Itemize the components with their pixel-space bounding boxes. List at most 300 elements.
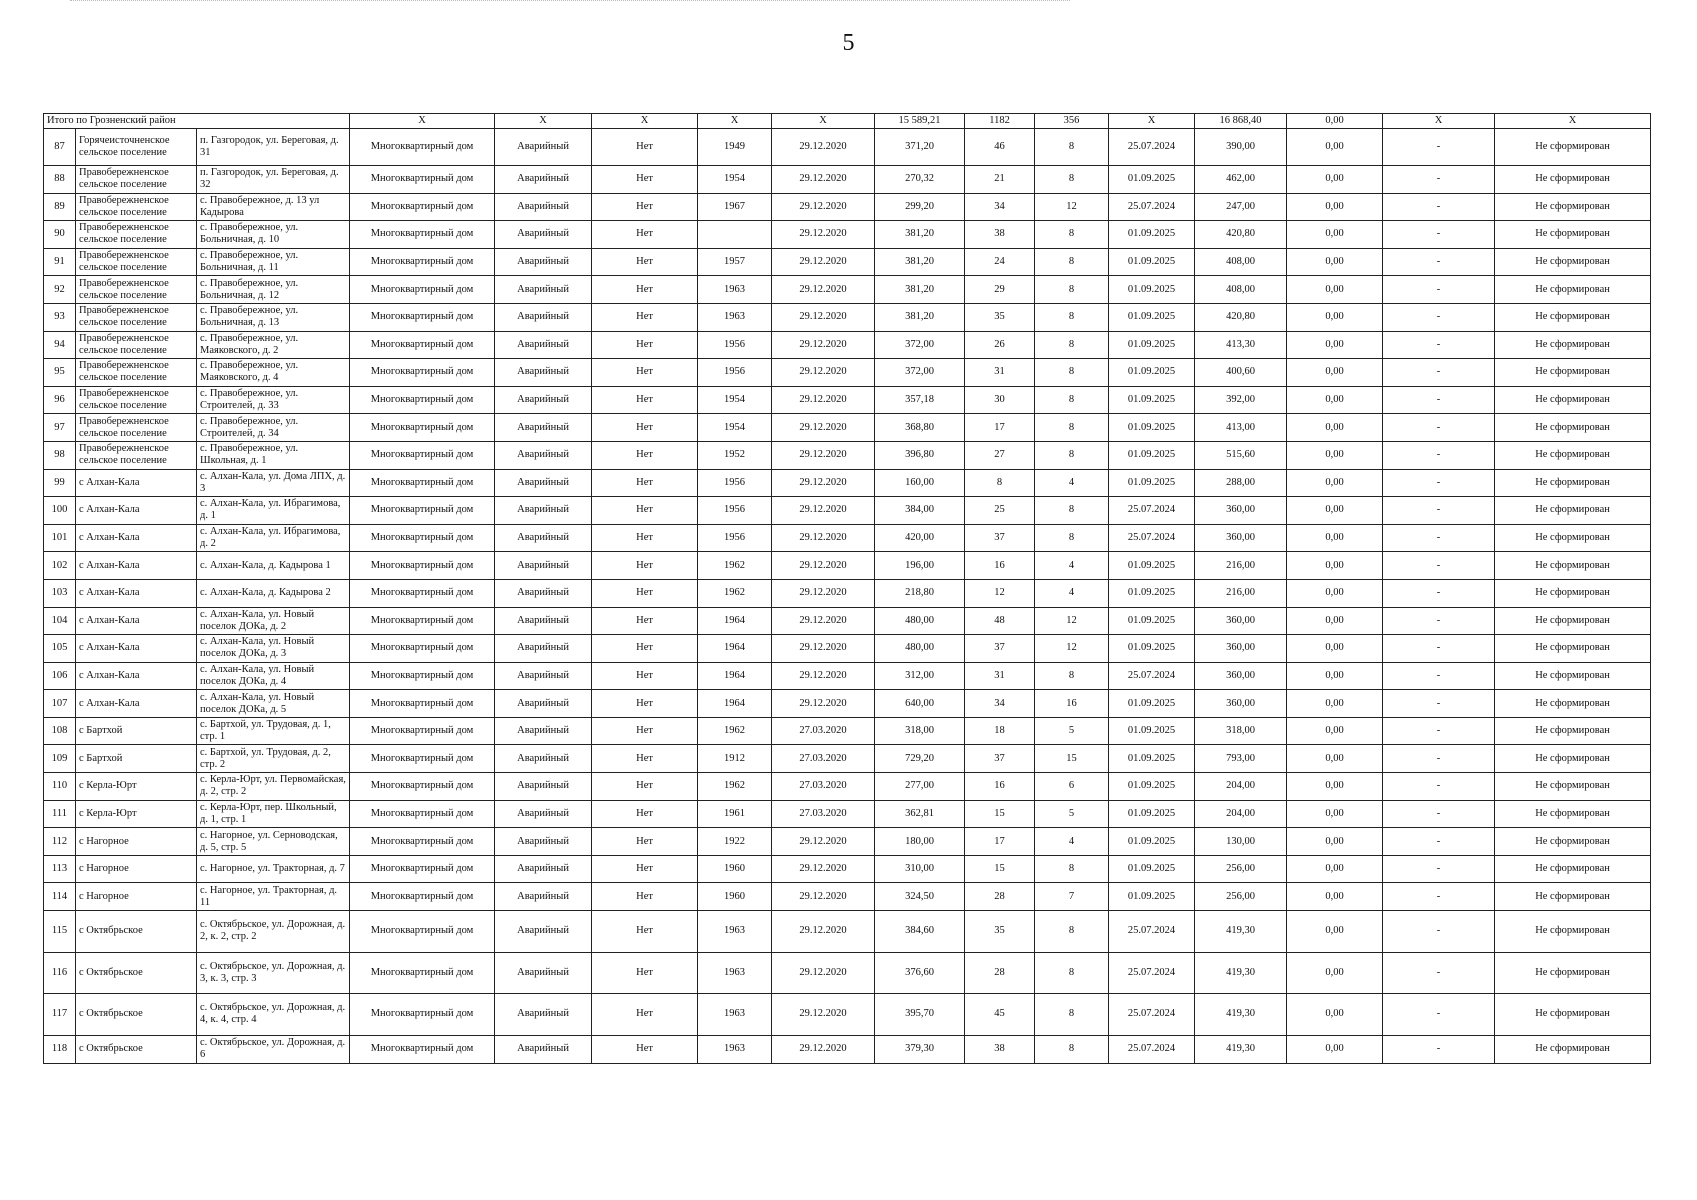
state-cell: Не сформирован xyxy=(1495,469,1651,497)
building-type-cell: Многоквартирный дом xyxy=(350,662,495,690)
state-cell: Не сформирован xyxy=(1495,662,1651,690)
cost-cell: 0,00 xyxy=(1287,1035,1383,1063)
flats-cell: 8 xyxy=(1035,414,1109,442)
flats-cell: 8 xyxy=(1035,662,1109,690)
area-cell: 376,60 xyxy=(875,952,965,994)
address-cell: с. Правобережное, ул. Маяковского, д. 2 xyxy=(197,331,350,359)
address-cell: с. Алхан-Кала, ул. Новый поселок ДОКа, д. 3 xyxy=(197,635,350,663)
deadline-cell: 25.07.2024 xyxy=(1109,911,1195,953)
area-cell: 372,00 xyxy=(875,331,965,359)
deadline-cell: 01.09.2025 xyxy=(1109,359,1195,387)
settlement-cell: Горячеисточненское сельское поселение xyxy=(76,129,197,166)
row-number: 102 xyxy=(44,552,76,580)
table-row xyxy=(44,441,1651,469)
year-cell: 1956 xyxy=(698,469,772,497)
cost-cell: 0,00 xyxy=(1287,248,1383,276)
area-cell: 160,00 xyxy=(875,469,965,497)
deadline-cell: 01.09.2025 xyxy=(1109,800,1195,828)
area-cell: 729,20 xyxy=(875,745,965,773)
dash-cell: - xyxy=(1383,994,1495,1036)
deadline-cell: 01.09.2025 xyxy=(1109,745,1195,773)
flag-cell: Нет xyxy=(592,129,698,166)
date-cell: 29.12.2020 xyxy=(772,248,875,276)
row-number: 91 xyxy=(44,248,76,276)
table-row xyxy=(44,828,1651,856)
building-type-cell: Многоквартирный дом xyxy=(350,331,495,359)
year-cell: 1963 xyxy=(698,1035,772,1063)
flats-cell: 8 xyxy=(1035,221,1109,249)
area-cell: 362,81 xyxy=(875,800,965,828)
address-cell: с. Нагорное, ул. Тракторная, д. 7 xyxy=(197,855,350,883)
residents-cell: 28 xyxy=(965,952,1035,994)
cost-cell: 0,00 xyxy=(1287,331,1383,359)
year-cell: 1963 xyxy=(698,276,772,304)
flag-cell: Нет xyxy=(592,386,698,414)
total-cell: X xyxy=(698,114,772,129)
year-cell: 1963 xyxy=(698,911,772,953)
row-number: 104 xyxy=(44,607,76,635)
state-cell: Не сформирован xyxy=(1495,690,1651,718)
building-type-cell: Многоквартирный дом xyxy=(350,552,495,580)
state-cell: Не сформирован xyxy=(1495,497,1651,525)
area-resettled-cell: 216,00 xyxy=(1195,579,1287,607)
flats-cell: 8 xyxy=(1035,129,1109,166)
area-resettled-cell: 420,80 xyxy=(1195,303,1287,331)
area-cell: 384,60 xyxy=(875,911,965,953)
residents-cell: 24 xyxy=(965,248,1035,276)
state-cell: Не сформирован xyxy=(1495,441,1651,469)
settlement-cell: с Октябрьское xyxy=(76,952,197,994)
address-cell: с. Правобережное, ул. Школьная, д. 1 xyxy=(197,441,350,469)
area-resettled-cell: 130,00 xyxy=(1195,828,1287,856)
dash-cell: - xyxy=(1383,690,1495,718)
date-cell: 29.12.2020 xyxy=(772,828,875,856)
settlement-cell: Правобережненское сельское поселение xyxy=(76,221,197,249)
deadline-cell: 01.09.2025 xyxy=(1109,635,1195,663)
settlement-cell: Правобережненское сельское поселение xyxy=(76,441,197,469)
area-resettled-cell: 408,00 xyxy=(1195,276,1287,304)
deadline-cell: 01.09.2025 xyxy=(1109,690,1195,718)
flats-cell: 15 xyxy=(1035,745,1109,773)
status-cell: Аварийный xyxy=(495,414,592,442)
dash-cell: - xyxy=(1383,248,1495,276)
residents-cell: 15 xyxy=(965,855,1035,883)
address-cell: с. Правобережное, ул. Больничная, д. 11 xyxy=(197,248,350,276)
total-cell: X xyxy=(772,114,875,129)
area-cell: 312,00 xyxy=(875,662,965,690)
building-type-cell: Многоквартирный дом xyxy=(350,952,495,994)
deadline-cell: 25.07.2024 xyxy=(1109,952,1195,994)
status-cell: Аварийный xyxy=(495,166,592,194)
year-cell: 1962 xyxy=(698,552,772,580)
area-resettled-cell: 216,00 xyxy=(1195,552,1287,580)
cost-cell: 0,00 xyxy=(1287,193,1383,221)
settlement-cell: Правобережненское сельское поселение xyxy=(76,359,197,387)
settlement-cell: Правобережненское сельское поселение xyxy=(76,193,197,221)
area-cell: 180,00 xyxy=(875,828,965,856)
deadline-cell: 25.07.2024 xyxy=(1109,497,1195,525)
flats-cell: 8 xyxy=(1035,994,1109,1036)
area-cell: 381,20 xyxy=(875,248,965,276)
residents-cell: 31 xyxy=(965,662,1035,690)
cost-cell: 0,00 xyxy=(1287,828,1383,856)
cost-cell: 0,00 xyxy=(1287,994,1383,1036)
dash-cell: - xyxy=(1383,441,1495,469)
row-number: 112 xyxy=(44,828,76,856)
building-type-cell: Многоквартирный дом xyxy=(350,773,495,801)
deadline-cell: 01.09.2025 xyxy=(1109,414,1195,442)
total-cell: 356 xyxy=(1035,114,1109,129)
state-cell: Не сформирован xyxy=(1495,828,1651,856)
flats-cell: 4 xyxy=(1035,469,1109,497)
residents-cell: 17 xyxy=(965,828,1035,856)
year-cell: 1960 xyxy=(698,855,772,883)
residents-cell: 35 xyxy=(965,303,1035,331)
area-cell: 299,20 xyxy=(875,193,965,221)
building-type-cell: Многоквартирный дом xyxy=(350,828,495,856)
state-cell: Не сформирован xyxy=(1495,855,1651,883)
row-number: 118 xyxy=(44,1035,76,1063)
table-row xyxy=(44,552,1651,580)
status-cell: Аварийный xyxy=(495,717,592,745)
area-cell: 372,00 xyxy=(875,359,965,387)
cost-cell: 0,00 xyxy=(1287,552,1383,580)
dash-cell: - xyxy=(1383,745,1495,773)
year-cell: 1922 xyxy=(698,828,772,856)
residents-cell: 8 xyxy=(965,469,1035,497)
residents-cell: 37 xyxy=(965,524,1035,552)
settlement-cell: с Алхан-Кала xyxy=(76,662,197,690)
row-number: 115 xyxy=(44,911,76,953)
table-row xyxy=(44,331,1651,359)
building-type-cell: Многоквартирный дом xyxy=(350,248,495,276)
dash-cell: - xyxy=(1383,883,1495,911)
deadline-cell: 01.09.2025 xyxy=(1109,166,1195,194)
deadline-cell: 01.09.2025 xyxy=(1109,607,1195,635)
flats-cell: 8 xyxy=(1035,952,1109,994)
table-row xyxy=(44,579,1651,607)
table-row xyxy=(44,994,1651,1036)
dash-cell: - xyxy=(1383,303,1495,331)
scan-artifact xyxy=(70,0,1070,4)
cost-cell: 0,00 xyxy=(1287,607,1383,635)
row-number: 100 xyxy=(44,497,76,525)
area-resettled-cell: 256,00 xyxy=(1195,883,1287,911)
table-row xyxy=(44,717,1651,745)
settlement-cell: с Нагорное xyxy=(76,855,197,883)
address-cell: с. Правобережное, ул. Больничная, д. 13 xyxy=(197,303,350,331)
flag-cell: Нет xyxy=(592,193,698,221)
state-cell: Не сформирован xyxy=(1495,994,1651,1036)
address-cell: с. Октябрьское, ул. Дорожная, д. 4, к. 4, стр. 4 xyxy=(197,994,350,1036)
year-cell: 1954 xyxy=(698,166,772,194)
year-cell: 1964 xyxy=(698,635,772,663)
area-resettled-cell: 360,00 xyxy=(1195,690,1287,718)
year-cell: 1964 xyxy=(698,607,772,635)
state-cell: Не сформирован xyxy=(1495,883,1651,911)
row-number: 89 xyxy=(44,193,76,221)
building-type-cell: Многоквартирный дом xyxy=(350,911,495,953)
area-resettled-cell: 408,00 xyxy=(1195,248,1287,276)
address-cell: с. Правобережное, ул. Больничная, д. 12 xyxy=(197,276,350,304)
table-row xyxy=(44,662,1651,690)
row-number: 106 xyxy=(44,662,76,690)
deadline-cell: 01.09.2025 xyxy=(1109,717,1195,745)
area-resettled-cell: 318,00 xyxy=(1195,717,1287,745)
date-cell: 29.12.2020 xyxy=(772,469,875,497)
row-number: 108 xyxy=(44,717,76,745)
row-number: 98 xyxy=(44,441,76,469)
dash-cell: - xyxy=(1383,386,1495,414)
table-row xyxy=(44,911,1651,953)
date-cell: 27.03.2020 xyxy=(772,800,875,828)
area-cell: 368,80 xyxy=(875,414,965,442)
table-row xyxy=(44,952,1651,994)
dash-cell: - xyxy=(1383,414,1495,442)
building-type-cell: Многоквартирный дом xyxy=(350,303,495,331)
area-resettled-cell: 413,30 xyxy=(1195,331,1287,359)
year-cell: 1956 xyxy=(698,524,772,552)
area-resettled-cell: 256,00 xyxy=(1195,855,1287,883)
building-type-cell: Многоквартирный дом xyxy=(350,994,495,1036)
building-type-cell: Многоквартирный дом xyxy=(350,359,495,387)
residents-cell: 25 xyxy=(965,497,1035,525)
dash-cell: - xyxy=(1383,552,1495,580)
flats-cell: 4 xyxy=(1035,552,1109,580)
settlement-cell: Правобережненское сельское поселение xyxy=(76,414,197,442)
address-cell: с. Нагорное, ул. Серноводская, д. 5, стр. 5 xyxy=(197,828,350,856)
row-number: 99 xyxy=(44,469,76,497)
table-row xyxy=(44,773,1651,801)
flats-cell: 8 xyxy=(1035,1035,1109,1063)
row-number: 92 xyxy=(44,276,76,304)
row-number: 88 xyxy=(44,166,76,194)
flats-cell: 8 xyxy=(1035,441,1109,469)
deadline-cell: 01.09.2025 xyxy=(1109,579,1195,607)
deadline-cell: 25.07.2024 xyxy=(1109,1035,1195,1063)
state-cell: Не сформирован xyxy=(1495,386,1651,414)
flag-cell: Нет xyxy=(592,248,698,276)
settlement-cell: Правобережненское сельское поселение xyxy=(76,331,197,359)
area-cell: 324,50 xyxy=(875,883,965,911)
status-cell: Аварийный xyxy=(495,883,592,911)
state-cell: Не сформирован xyxy=(1495,952,1651,994)
status-cell: Аварийный xyxy=(495,828,592,856)
total-cell: 16 868,40 xyxy=(1195,114,1287,129)
cost-cell: 0,00 xyxy=(1287,303,1383,331)
dash-cell: - xyxy=(1383,800,1495,828)
building-type-cell: Многоквартирный дом xyxy=(350,745,495,773)
status-cell: Аварийный xyxy=(495,745,592,773)
deadline-cell: 01.09.2025 xyxy=(1109,773,1195,801)
table-row xyxy=(44,690,1651,718)
date-cell: 29.12.2020 xyxy=(772,193,875,221)
residents-cell: 35 xyxy=(965,911,1035,953)
date-cell: 29.12.2020 xyxy=(772,497,875,525)
building-type-cell: Многоквартирный дом xyxy=(350,414,495,442)
area-cell: 420,00 xyxy=(875,524,965,552)
table-row xyxy=(44,469,1651,497)
status-cell: Аварийный xyxy=(495,221,592,249)
address-cell: с. Бартхой, ул. Трудовая, д. 1, стр. 1 xyxy=(197,717,350,745)
address-cell: с. Бартхой, ул. Трудовая, д. 2, стр. 2 xyxy=(197,745,350,773)
cost-cell: 0,00 xyxy=(1287,662,1383,690)
area-cell: 381,20 xyxy=(875,276,965,304)
table-row xyxy=(44,221,1651,249)
row-number: 116 xyxy=(44,952,76,994)
flag-cell: Нет xyxy=(592,828,698,856)
status-cell: Аварийный xyxy=(495,773,592,801)
state-cell: Не сформирован xyxy=(1495,911,1651,953)
cost-cell: 0,00 xyxy=(1287,855,1383,883)
residents-cell: 37 xyxy=(965,635,1035,663)
row-number: 109 xyxy=(44,745,76,773)
address-cell: с. Керла-Юрт, ул. Первомайская, д. 2, стр. 2 xyxy=(197,773,350,801)
settlement-cell: с Нагорное xyxy=(76,883,197,911)
deadline-cell: 01.09.2025 xyxy=(1109,828,1195,856)
area-resettled-cell: 400,60 xyxy=(1195,359,1287,387)
row-number: 96 xyxy=(44,386,76,414)
total-cell: X xyxy=(495,114,592,129)
settlement-cell: с Октябрьское xyxy=(76,994,197,1036)
deadline-cell: 01.09.2025 xyxy=(1109,883,1195,911)
state-cell: Не сформирован xyxy=(1495,331,1651,359)
flag-cell: Нет xyxy=(592,276,698,304)
cost-cell: 0,00 xyxy=(1287,386,1383,414)
area-cell: 384,00 xyxy=(875,497,965,525)
table-row xyxy=(44,303,1651,331)
dash-cell: - xyxy=(1383,1035,1495,1063)
status-cell: Аварийный xyxy=(495,331,592,359)
table-row xyxy=(44,497,1651,525)
dash-cell: - xyxy=(1383,662,1495,690)
dash-cell: - xyxy=(1383,331,1495,359)
flats-cell: 6 xyxy=(1035,773,1109,801)
row-number: 94 xyxy=(44,331,76,359)
deadline-cell: 01.09.2025 xyxy=(1109,441,1195,469)
address-cell: с. Правобережное, ул. Строителей, д. 34 xyxy=(197,414,350,442)
area-cell: 640,00 xyxy=(875,690,965,718)
deadline-cell: 25.07.2024 xyxy=(1109,193,1195,221)
cost-cell: 0,00 xyxy=(1287,745,1383,773)
table-row xyxy=(44,607,1651,635)
area-resettled-cell: 462,00 xyxy=(1195,166,1287,194)
residents-cell: 46 xyxy=(965,129,1035,166)
date-cell: 29.12.2020 xyxy=(772,690,875,718)
table-row xyxy=(44,129,1651,166)
settlement-cell: Правобережненское сельское поселение xyxy=(76,248,197,276)
settlement-cell: с Бартхой xyxy=(76,745,197,773)
total-cell: X xyxy=(1495,114,1651,129)
cost-cell: 0,00 xyxy=(1287,579,1383,607)
year-cell: 1952 xyxy=(698,441,772,469)
date-cell: 29.12.2020 xyxy=(772,952,875,994)
cost-cell: 0,00 xyxy=(1287,276,1383,304)
flats-cell: 12 xyxy=(1035,607,1109,635)
flag-cell: Нет xyxy=(592,303,698,331)
state-cell: Не сформирован xyxy=(1495,745,1651,773)
flats-cell: 7 xyxy=(1035,883,1109,911)
dash-cell: - xyxy=(1383,635,1495,663)
year-cell: 1912 xyxy=(698,745,772,773)
deadline-cell: 25.07.2024 xyxy=(1109,994,1195,1036)
year-cell: 1963 xyxy=(698,994,772,1036)
state-cell: Не сформирован xyxy=(1495,800,1651,828)
status-cell: Аварийный xyxy=(495,469,592,497)
area-cell: 277,00 xyxy=(875,773,965,801)
row-number: 97 xyxy=(44,414,76,442)
status-cell: Аварийный xyxy=(495,855,592,883)
year-cell: 1964 xyxy=(698,662,772,690)
cost-cell: 0,00 xyxy=(1287,221,1383,249)
building-type-cell: Многоквартирный дом xyxy=(350,166,495,194)
area-cell: 270,32 xyxy=(875,166,965,194)
year-cell: 1956 xyxy=(698,497,772,525)
cost-cell: 0,00 xyxy=(1287,911,1383,953)
table-row xyxy=(44,414,1651,442)
status-cell: Аварийный xyxy=(495,497,592,525)
address-cell: с. Октябрьское, ул. Дорожная, д. 3, к. 3, стр. 3 xyxy=(197,952,350,994)
building-type-cell: Многоквартирный дом xyxy=(350,193,495,221)
flats-cell: 8 xyxy=(1035,331,1109,359)
date-cell: 29.12.2020 xyxy=(772,607,875,635)
row-number: 107 xyxy=(44,690,76,718)
flag-cell: Нет xyxy=(592,690,698,718)
area-resettled-cell: 247,00 xyxy=(1195,193,1287,221)
flats-cell: 4 xyxy=(1035,579,1109,607)
date-cell: 29.12.2020 xyxy=(772,386,875,414)
total-row xyxy=(44,114,1651,129)
flag-cell: Нет xyxy=(592,441,698,469)
state-cell: Не сформирован xyxy=(1495,635,1651,663)
residents-cell: 26 xyxy=(965,331,1035,359)
residents-cell: 28 xyxy=(965,883,1035,911)
area-cell: 379,30 xyxy=(875,1035,965,1063)
area-cell: 480,00 xyxy=(875,607,965,635)
table-row xyxy=(44,883,1651,911)
dash-cell: - xyxy=(1383,855,1495,883)
area-cell: 357,18 xyxy=(875,386,965,414)
area-resettled-cell: 360,00 xyxy=(1195,662,1287,690)
flats-cell: 8 xyxy=(1035,524,1109,552)
table-row xyxy=(44,635,1651,663)
area-cell: 371,20 xyxy=(875,129,965,166)
status-cell: Аварийный xyxy=(495,359,592,387)
date-cell: 27.03.2020 xyxy=(772,745,875,773)
area-resettled-cell: 419,30 xyxy=(1195,952,1287,994)
building-type-cell: Многоквартирный дом xyxy=(350,524,495,552)
deadline-cell: 01.09.2025 xyxy=(1109,386,1195,414)
date-cell: 29.12.2020 xyxy=(772,855,875,883)
flag-cell: Нет xyxy=(592,469,698,497)
row-number: 114 xyxy=(44,883,76,911)
state-cell: Не сформирован xyxy=(1495,359,1651,387)
area-cell: 196,00 xyxy=(875,552,965,580)
state-cell: Не сформирован xyxy=(1495,552,1651,580)
address-cell: с. Алхан-Кала, д. Кадырова 2 xyxy=(197,579,350,607)
date-cell: 29.12.2020 xyxy=(772,221,875,249)
state-cell: Не сформирован xyxy=(1495,193,1651,221)
status-cell: Аварийный xyxy=(495,952,592,994)
table-row xyxy=(44,248,1651,276)
building-type-cell: Многоквартирный дом xyxy=(350,469,495,497)
area-resettled-cell: 793,00 xyxy=(1195,745,1287,773)
address-cell: с. Алхан-Кала, ул. Дома ЛПХ, д. 3 xyxy=(197,469,350,497)
date-cell: 29.12.2020 xyxy=(772,635,875,663)
date-cell: 29.12.2020 xyxy=(772,1035,875,1063)
residents-cell: 21 xyxy=(965,166,1035,194)
area-cell: 381,20 xyxy=(875,221,965,249)
